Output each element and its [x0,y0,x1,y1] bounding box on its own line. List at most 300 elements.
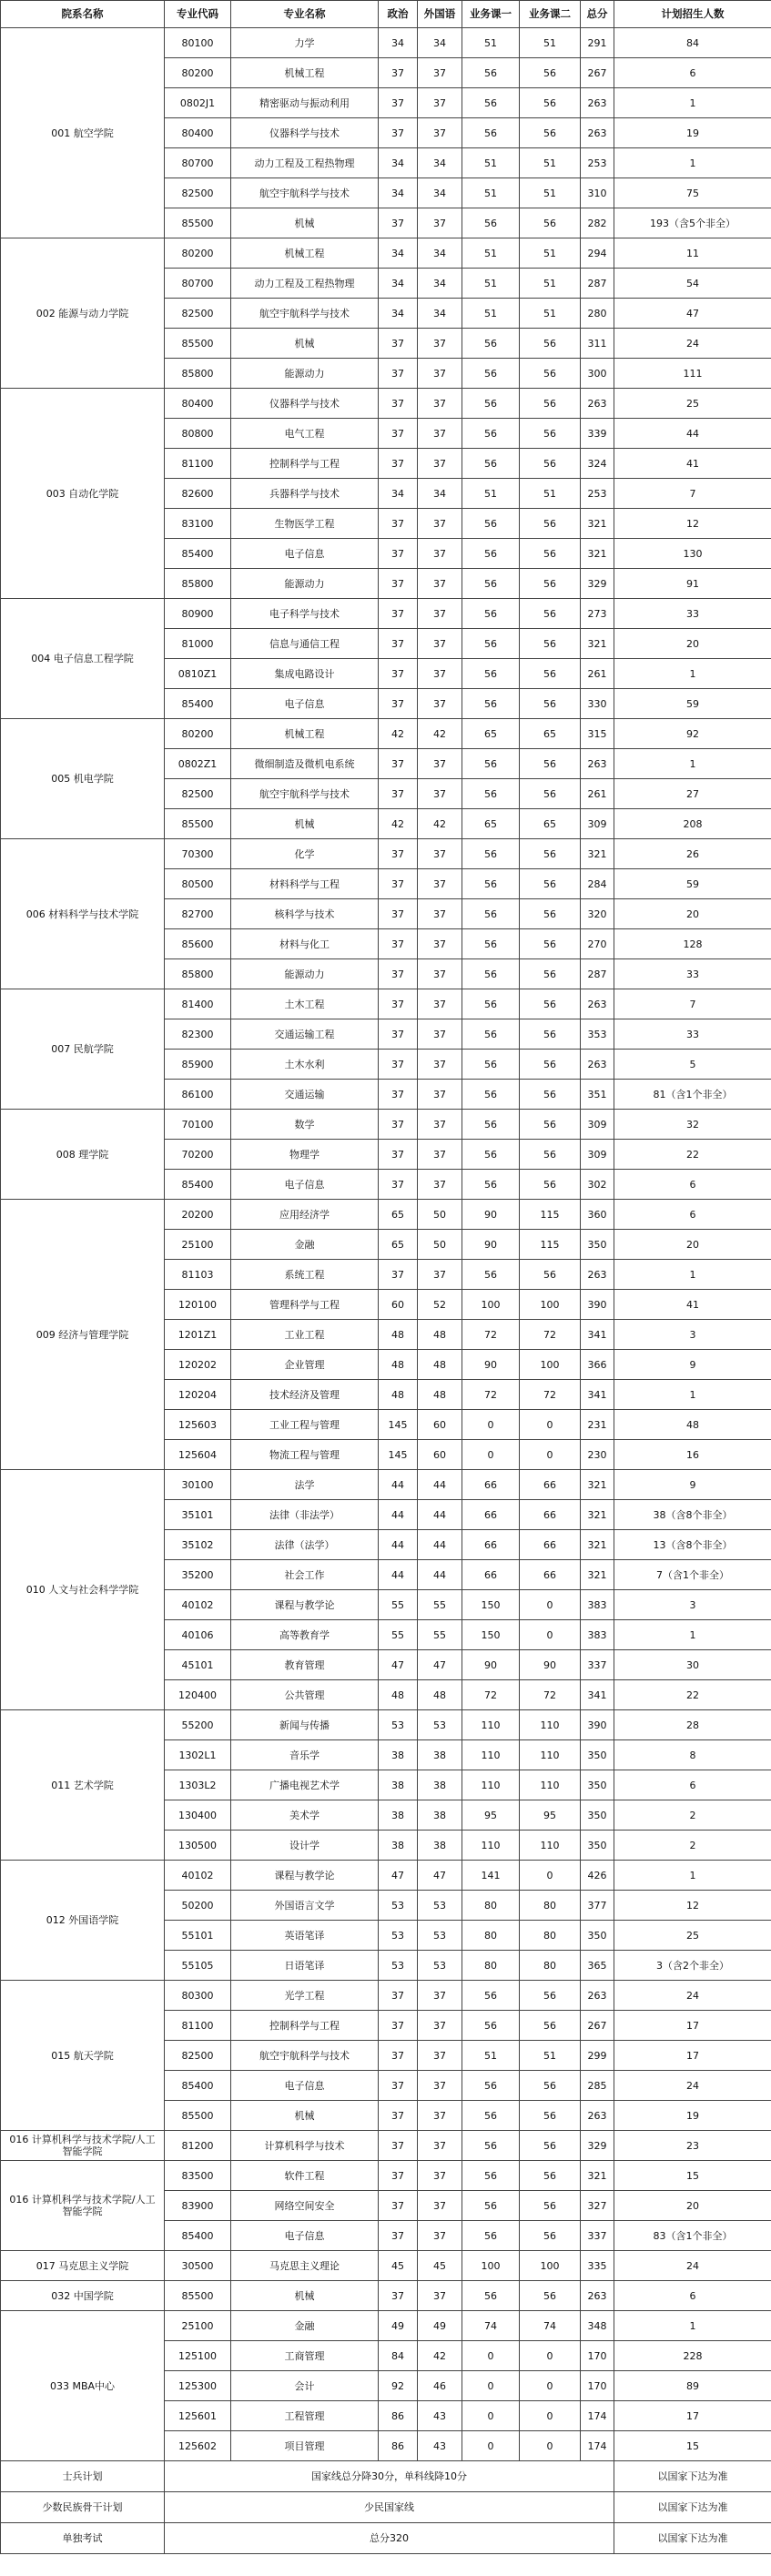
course1-score: 110 [462,1770,520,1800]
table-row [1,1710,771,1740]
course1-score: 56 [462,419,520,449]
foreign-language-score: 44 [418,1500,462,1530]
course2-score: 51 [520,238,581,269]
college-name: 015 航天学院 [1,1981,165,2131]
course2-score: 56 [520,1019,581,1050]
course1-score: 65 [462,719,520,749]
total-score: 321 [581,1500,614,1530]
total-score: 309 [581,809,614,839]
major-code: 30100 [165,1470,231,1500]
major-code: 85800 [165,359,231,389]
foreign-language-score: 37 [418,2131,462,2161]
foreign-language-score: 37 [418,539,462,569]
major-name: 光学工程 [231,1981,379,2011]
plan-count: 9 [614,1470,771,1500]
major-code: 120100 [165,1290,231,1320]
major-name: 机械 [231,2281,379,2311]
major-name: 高等教育学 [231,1620,379,1650]
course1-score: 51 [462,28,520,58]
major-code: 0810Z1 [165,659,231,689]
politics-score: 37 [379,58,418,88]
foreign-language-score: 37 [418,929,462,959]
course2-score: 56 [520,389,581,419]
total-score: 253 [581,479,614,509]
course1-score: 150 [462,1620,520,1650]
course1-score: 56 [462,839,520,869]
total-score: 300 [581,359,614,389]
course1-score: 56 [462,2281,520,2311]
major-name: 微细制造及微机电系统 [231,749,379,779]
politics-score: 37 [379,989,418,1019]
course1-score: 51 [462,148,520,178]
major-name: 机械 [231,809,379,839]
total-score: 321 [581,839,614,869]
foreign-language-score: 34 [418,238,462,269]
major-code: 83100 [165,509,231,539]
total-score: 337 [581,1650,614,1680]
course2-score: 56 [520,2281,581,2311]
total-score: 329 [581,569,614,599]
plan-count: 228 [614,2341,771,2371]
foreign-language-score: 37 [418,329,462,359]
major-name: 机械 [231,2101,379,2131]
course2-score: 74 [520,2311,581,2341]
foreign-language-score: 48 [418,1380,462,1410]
politics-score: 37 [379,1170,418,1200]
politics-score: 37 [379,689,418,719]
major-code: 80200 [165,58,231,88]
plan-count: 3 [614,1590,771,1620]
table-row [1,2311,771,2341]
total-score: 282 [581,208,614,238]
politics-score: 37 [379,208,418,238]
foreign-language-score: 50 [418,1200,462,1230]
foreign-language-score: 38 [418,1770,462,1800]
total-score: 263 [581,1260,614,1290]
major-name: 能源动力 [231,569,379,599]
college-name: 005 机电学院 [1,719,165,839]
major-name: 仪器科学与技术 [231,118,379,148]
politics-score: 48 [379,1680,418,1710]
major-name: 管理科学与工程 [231,1290,379,1320]
major-code: 50200 [165,1891,231,1921]
major-code: 83900 [165,2191,231,2221]
plan-count: 1 [614,148,771,178]
major-name: 音乐学 [231,1740,379,1770]
major-code: 55200 [165,1710,231,1740]
foreign-language-score: 37 [418,1140,462,1170]
course2-score: 95 [520,1800,581,1831]
major-name: 马克思主义理论 [231,2251,379,2281]
total-score: 390 [581,1710,614,1740]
major-code: 70300 [165,839,231,869]
total-score: 383 [581,1620,614,1650]
course2-score: 56 [520,539,581,569]
course1-score: 0 [462,2401,520,2431]
major-code: 80500 [165,869,231,899]
foreign-language-score: 37 [418,1170,462,1200]
foreign-language-score: 37 [418,2011,462,2041]
total-score: 263 [581,749,614,779]
table-row [1,1110,771,1140]
course2-score: 56 [520,509,581,539]
course2-score: 72 [520,1680,581,1710]
course2-score: 56 [520,989,581,1019]
politics-score: 60 [379,1290,418,1320]
major-code: 81000 [165,629,231,659]
foreign-language-score: 60 [418,1440,462,1470]
plan-count: 24 [614,329,771,359]
major-code: 85500 [165,2281,231,2311]
course1-score: 56 [462,509,520,539]
code-header: 专业代码 [165,1,231,28]
major-name: 新闻与传播 [231,1710,379,1740]
politics-score: 37 [379,389,418,419]
politics-score: 45 [379,2251,418,2281]
major-code: 80300 [165,1981,231,2011]
major-code: 82500 [165,2041,231,2071]
course1-score: 56 [462,2131,520,2161]
major-name: 应用经济学 [231,1200,379,1230]
course2-score: 72 [520,1320,581,1350]
plan-count: 33 [614,959,771,989]
special-plan-label: 士兵计划 [1,2461,165,2492]
politics-score: 37 [379,1050,418,1080]
foreign-language-score: 37 [418,2161,462,2191]
major-name: 精密驱动与振动利用 [231,88,379,118]
politics-score: 38 [379,1831,418,1861]
plan-count: 41 [614,449,771,479]
course2-score: 56 [520,2011,581,2041]
total-score: 263 [581,2281,614,2311]
major-code: 1303L2 [165,1770,231,1800]
foreign-language-score: 37 [418,389,462,419]
course2-score: 0 [520,2371,581,2401]
course2-score: 56 [520,2131,581,2161]
major-name: 生物医学工程 [231,509,379,539]
course1-score: 56 [462,989,520,1019]
major-name: 工商管理 [231,2341,379,2371]
politics-score: 34 [379,299,418,329]
foreign-language-score: 37 [418,359,462,389]
total-score: 315 [581,719,614,749]
course1-score: 0 [462,1410,520,1440]
course2-score: 56 [520,88,581,118]
course1-score: 51 [462,2041,520,2071]
foreign-language-score: 37 [418,509,462,539]
major-name: 材料科学与工程 [231,869,379,899]
politics-score: 37 [379,1110,418,1140]
major-name: 航空宇航科学与技术 [231,779,379,809]
table-row [1,1470,771,1500]
foreign-language-score: 37 [418,2191,462,2221]
major-name: 法律（非法学） [231,1500,379,1530]
plan-count: 84 [614,28,771,58]
foreign-language-score: 47 [418,1861,462,1891]
course2-score: 51 [520,479,581,509]
course1-score: 51 [462,269,520,299]
special-plan-count: 以国家下达为准 [614,2461,771,2492]
major-name: 控制科学与工程 [231,449,379,479]
course2-score: 56 [520,359,581,389]
major-code: 120202 [165,1350,231,1380]
politics-score: 44 [379,1530,418,1560]
course1-score: 56 [462,1170,520,1200]
plan-count: 20 [614,2191,771,2221]
course2-score: 66 [520,1530,581,1560]
plan-count: 1 [614,88,771,118]
major-name: 土木工程 [231,989,379,1019]
major-name: 设计学 [231,1831,379,1861]
major-code: 55105 [165,1951,231,1981]
plan-count: 2 [614,1831,771,1861]
foreign-language-score: 43 [418,2401,462,2431]
politics-score: 42 [379,719,418,749]
plan-count: 1 [614,1380,771,1410]
course1-score: 110 [462,1710,520,1740]
plan-count: 54 [614,269,771,299]
plan-count: 89 [614,2371,771,2401]
politics-score: 38 [379,1740,418,1770]
table-row [1,599,771,629]
course2-score: 56 [520,1110,581,1140]
course1-score: 66 [462,1470,520,1500]
major-code: 30500 [165,2251,231,2281]
major-name: 课程与教学论 [231,1590,379,1620]
total-score: 329 [581,2131,614,2161]
plan-count: 3 [614,1320,771,1350]
foreign-language-score: 38 [418,1800,462,1831]
total-score: 360 [581,1200,614,1230]
major-code: 40102 [165,1861,231,1891]
major-name: 动力工程及工程热物理 [231,269,379,299]
major-code: 85500 [165,2101,231,2131]
major-code: 80200 [165,719,231,749]
major-code: 120204 [165,1380,231,1410]
foreign-language-score: 50 [418,1230,462,1260]
foreign-language-score: 42 [418,2341,462,2371]
plan-count: 23 [614,2131,771,2161]
plan-count: 33 [614,599,771,629]
course2-score: 65 [520,719,581,749]
major-code: 55101 [165,1921,231,1951]
foreign-language-score: 37 [418,629,462,659]
course1-score: 95 [462,1800,520,1831]
course2-score: 56 [520,419,581,449]
major-code: 81100 [165,2011,231,2041]
major-code: 80400 [165,389,231,419]
special-plan-count: 以国家下达为准 [614,2523,771,2554]
politics-score: 37 [379,839,418,869]
course1-score: 56 [462,1019,520,1050]
plan-count: 8 [614,1740,771,1770]
politics-score: 86 [379,2401,418,2431]
college-name: 011 艺术学院 [1,1710,165,1861]
major-code: 85500 [165,329,231,359]
total-score: 426 [581,1861,614,1891]
foreign-language-score: 37 [418,839,462,869]
major-code: 80800 [165,419,231,449]
college-name: 012 外国语学院 [1,1861,165,1981]
course2-score: 110 [520,1770,581,1800]
major-name: 社会工作 [231,1560,379,1590]
table-row [1,1861,771,1891]
course1-score: 56 [462,1981,520,2011]
foreign-language-score: 53 [418,1921,462,1951]
total-score: 350 [581,1740,614,1770]
major-code: 85400 [165,689,231,719]
major-name: 技术经济及管理 [231,1380,379,1410]
major-code: 125300 [165,2371,231,2401]
plan-count: 22 [614,1680,771,1710]
major-code: 1302L1 [165,1740,231,1770]
politics-score: 34 [379,28,418,58]
politics-score: 37 [379,359,418,389]
table-row [1,238,771,269]
politics-score: 47 [379,1650,418,1680]
course2-score: 51 [520,178,581,208]
politics-score: 37 [379,329,418,359]
total-score: 311 [581,329,614,359]
politics-score: 48 [379,1380,418,1410]
plan-count: 6 [614,1770,771,1800]
course1-score: 80 [462,1951,520,1981]
course2-score: 110 [520,1740,581,1770]
course1-score: 56 [462,2011,520,2041]
major-code: 125601 [165,2401,231,2431]
politics-score: 37 [379,1140,418,1170]
plan-count: 25 [614,1921,771,1951]
major-code: 25100 [165,1230,231,1260]
total-score: 170 [581,2341,614,2371]
course2-score: 0 [520,2341,581,2371]
politics-score: 37 [379,599,418,629]
course1-score: 65 [462,809,520,839]
plan-count: 16 [614,1440,771,1470]
plan-count: 32 [614,1110,771,1140]
major-name: 项目管理 [231,2431,379,2461]
foreign-language-score: 38 [418,1831,462,1861]
plan-count: 41 [614,1290,771,1320]
plan-count: 208 [614,809,771,839]
foreign-language-score: 34 [418,148,462,178]
major-code: 70200 [165,1140,231,1170]
major-code: 85400 [165,2071,231,2101]
course1-score: 150 [462,1590,520,1620]
course1-score: 56 [462,1110,520,1140]
politics-score: 37 [379,449,418,479]
course1-score: 100 [462,1290,520,1320]
politics-score: 37 [379,659,418,689]
politics-score: 37 [379,629,418,659]
total-score: 341 [581,1380,614,1410]
course2-score: 56 [520,329,581,359]
table-row [1,839,771,869]
course2-score: 56 [520,749,581,779]
major-name: 会计 [231,2371,379,2401]
major-name: 集成电路设计 [231,659,379,689]
total-score: 377 [581,1891,614,1921]
foreign-language-score: 34 [418,269,462,299]
major-name: 日语笔译 [231,1951,379,1981]
plan-count: 6 [614,2281,771,2311]
course1-score: 51 [462,178,520,208]
course2-score: 100 [520,2251,581,2281]
plan-count: 12 [614,509,771,539]
course2-score: 110 [520,1831,581,1861]
plan-count: 19 [614,2101,771,2131]
course2-score: 56 [520,779,581,809]
plan-count: 15 [614,2161,771,2191]
course2-score: 56 [520,1981,581,2011]
major-name: 电子信息 [231,2071,379,2101]
major-name: 机械工程 [231,719,379,749]
plan-count: 20 [614,629,771,659]
course1-score: 110 [462,1740,520,1770]
course2-score: 56 [520,899,581,929]
course2-score: 56 [520,1050,581,1080]
politics-score: 37 [379,1260,418,1290]
special-plan-label: 少数民族骨干计划 [1,2492,165,2523]
foreign-language-score: 55 [418,1590,462,1620]
foreign-language-score: 37 [418,1260,462,1290]
major-code: 80100 [165,28,231,58]
course2-score: 0 [520,1620,581,1650]
politics-score: 34 [379,269,418,299]
course1-score: 51 [462,479,520,509]
total-score: 366 [581,1350,614,1380]
course1-score: 51 [462,299,520,329]
plan-count: 26 [614,839,771,869]
course2-score: 56 [520,2161,581,2191]
major-code: 0802J1 [165,88,231,118]
major-name: 网络空间安全 [231,2191,379,2221]
course2-score: 72 [520,1380,581,1410]
politics-score: 55 [379,1590,418,1620]
total-score: 321 [581,629,614,659]
course1-score: 56 [462,959,520,989]
foreign-language-score: 48 [418,1350,462,1380]
table-row [1,719,771,749]
table-row [1,2161,771,2191]
course2-score: 80 [520,1951,581,1981]
total-score: 267 [581,2011,614,2041]
total-score: 291 [581,28,614,58]
major-name: 机械 [231,329,379,359]
total-score: 350 [581,1921,614,1951]
major-code: 85800 [165,959,231,989]
major-name: 广播电视艺术学 [231,1770,379,1800]
politics-score: 145 [379,1410,418,1440]
special-plan-row [1,2523,771,2554]
course1-score: 56 [462,389,520,419]
total-score: 284 [581,869,614,899]
course1-score: 66 [462,1530,520,1560]
college-name: 003 自动化学院 [1,389,165,599]
course2-score: 0 [520,1861,581,1891]
course2-score: 56 [520,1170,581,1200]
course2-score: 115 [520,1200,581,1230]
politics-score: 38 [379,1770,418,1800]
course2-score: 56 [520,118,581,148]
foreign-language-score: 44 [418,1560,462,1590]
major-code: 82600 [165,479,231,509]
major-code: 45101 [165,1650,231,1680]
plan-count: 27 [614,779,771,809]
total-score: 309 [581,1110,614,1140]
major-name: 法学 [231,1470,379,1500]
plan-count: 25 [614,389,771,419]
